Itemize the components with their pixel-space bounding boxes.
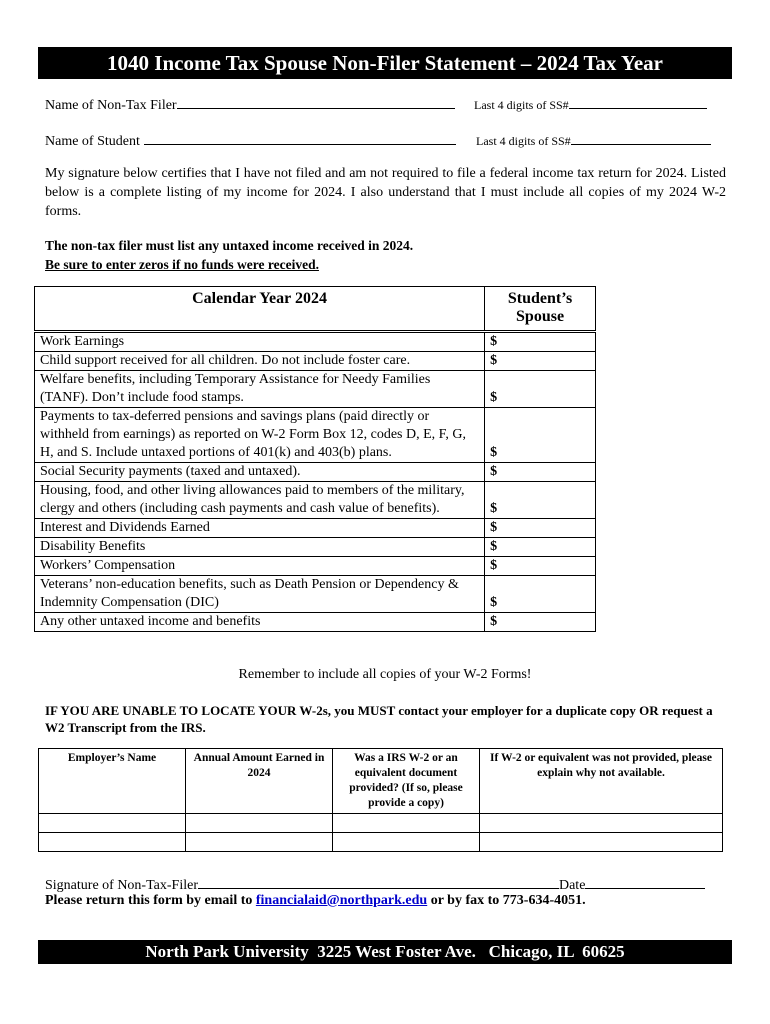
income-row-label: Welfare benefits, including Temporary Assistance for Needy Families (TANF). Don’t include food stamps.	[35, 371, 485, 408]
employer-row	[39, 814, 723, 833]
w2-warning: IF YOU ARE UNABLE TO LOCATE YOUR W-2s, you MUST contact your employer for a duplicate copy OR request a W2 Transcript from the IRS.	[45, 703, 713, 735]
instructions	[45, 236, 413, 274]
explanation-header: If W-2 or equivalent was not provided, please explain why not available.	[480, 749, 723, 814]
income-amount-cell[interactable]: $	[485, 332, 596, 352]
signature-row	[45, 875, 705, 894]
income-header-spouse: Student’s Spouse	[485, 287, 596, 332]
student-ss-label: Last 4 digits of SS#	[476, 134, 571, 148]
explanation-cell[interactable]	[480, 814, 723, 833]
income-row	[35, 613, 596, 632]
income-amount-cell[interactable]: $	[485, 408, 596, 463]
non-filer-name-row	[45, 95, 455, 114]
employer-name-header: Employer’s Name	[39, 749, 186, 814]
employer-table	[38, 748, 723, 852]
instruction-line-2: Be sure to enter zeros if no funds were received.	[45, 257, 319, 272]
form-title: 1040 Income Tax Spouse Non-Filer Statement – 2024 Tax Year	[38, 47, 732, 79]
income-row	[35, 463, 596, 482]
income-row-label: Child support received for all children. Do not include foster care.	[35, 352, 485, 371]
income-row	[35, 482, 596, 519]
annual-amount-cell[interactable]	[186, 833, 333, 852]
income-amount-cell[interactable]: $	[485, 482, 596, 519]
annual-amount-header: Annual Amount Earned in 2024	[186, 749, 333, 814]
income-amount-cell[interactable]: $	[485, 538, 596, 557]
annual-amount-cell[interactable]	[186, 814, 333, 833]
instruction-line-1: The non-tax filer must list any untaxed income received in 2024.	[45, 238, 414, 253]
non-filer-ss-row	[474, 97, 707, 113]
return-instructions	[45, 893, 586, 909]
income-amount-cell[interactable]: $	[485, 557, 596, 576]
signature-field[interactable]	[198, 875, 559, 889]
income-row	[35, 576, 596, 613]
income-row	[35, 352, 596, 371]
employer-name-cell[interactable]	[39, 833, 186, 852]
explanation-cell[interactable]	[480, 833, 723, 852]
student-name-row	[45, 131, 456, 150]
income-row-label: Work Earnings	[35, 332, 485, 352]
income-row	[35, 557, 596, 576]
w2-provided-cell[interactable]	[333, 814, 480, 833]
signature-label: Signature of Non-Tax-Filer	[45, 878, 198, 893]
income-row-label: Workers’ Compensation	[35, 557, 485, 576]
employer-row	[39, 833, 723, 852]
income-amount-cell[interactable]: $	[485, 519, 596, 538]
footer-address: North Park University 3225 West Foster Ave. Chicago, IL 60625	[38, 940, 732, 964]
income-amount-cell[interactable]: $	[485, 352, 596, 371]
non-filer-name-label: Name of Non-Tax Filer	[45, 98, 177, 113]
certification-text: My signature below certifies that I have not filed and am not required to file a federal income tax return for 2024. Listed below is a complete listing of my income for 2024. I also understand that I must include all copies of my 2024 W-2 forms.	[45, 166, 726, 219]
date-field[interactable]	[585, 875, 705, 889]
remember-note: Remember to include all copies of your W-2 Forms!	[238, 667, 532, 682]
student-ss-field[interactable]	[571, 133, 711, 145]
non-filer-name-field[interactable]	[177, 95, 455, 109]
income-amount-cell[interactable]: $	[485, 613, 596, 632]
income-amount-cell[interactable]: $	[485, 371, 596, 408]
w2-provided-cell[interactable]	[333, 833, 480, 852]
income-row	[35, 371, 596, 408]
income-row	[35, 332, 596, 352]
income-row-label: Disability Benefits	[35, 538, 485, 557]
income-row-label: Veterans’ non-education benefits, such as Death Pension or Dependency & Indemnity Compensation (DIC)	[35, 576, 485, 613]
return-suffix: or by fax to 773-634-4051.	[427, 893, 586, 908]
non-filer-ss-label: Last 4 digits of SS#	[474, 98, 569, 112]
income-row-label: Interest and Dividends Earned	[35, 519, 485, 538]
non-filer-ss-field[interactable]	[569, 97, 707, 109]
student-ss-row	[476, 133, 711, 149]
student-name-label: Name of Student	[45, 134, 140, 149]
w2-provided-header: Was a IRS W-2 or an equivalent document provided? (If so, please provide a copy)	[333, 749, 480, 814]
student-name-field[interactable]	[144, 131, 456, 145]
return-prefix: Please return this form by email to	[45, 893, 256, 908]
income-row-label: Payments to tax-deferred pensions and savings plans (paid directly or withheld from earnings) as reported on W-2 Form Box 12, codes D, E, F, G, H, and S. Include untaxed portions of 401(k) and 403(b) plans.	[35, 408, 485, 463]
income-row-label: Any other untaxed income and benefits	[35, 613, 485, 632]
income-row	[35, 538, 596, 557]
income-amount-cell[interactable]: $	[485, 463, 596, 482]
date-label: Date	[558, 878, 586, 893]
income-amount-cell[interactable]: $	[485, 576, 596, 613]
income-header-year: Calendar Year 2024	[35, 287, 485, 332]
income-row	[35, 408, 596, 463]
income-row-label: Social Security payments (taxed and untaxed).	[35, 463, 485, 482]
income-row-label: Housing, food, and other living allowances paid to members of the military, clergy and others (including cash payments and cash value of benefits).	[35, 482, 485, 519]
income-row	[35, 519, 596, 538]
income-table	[34, 286, 596, 632]
employer-name-cell[interactable]	[39, 814, 186, 833]
email-link[interactable]: financialaid@northpark.edu	[255, 893, 428, 908]
